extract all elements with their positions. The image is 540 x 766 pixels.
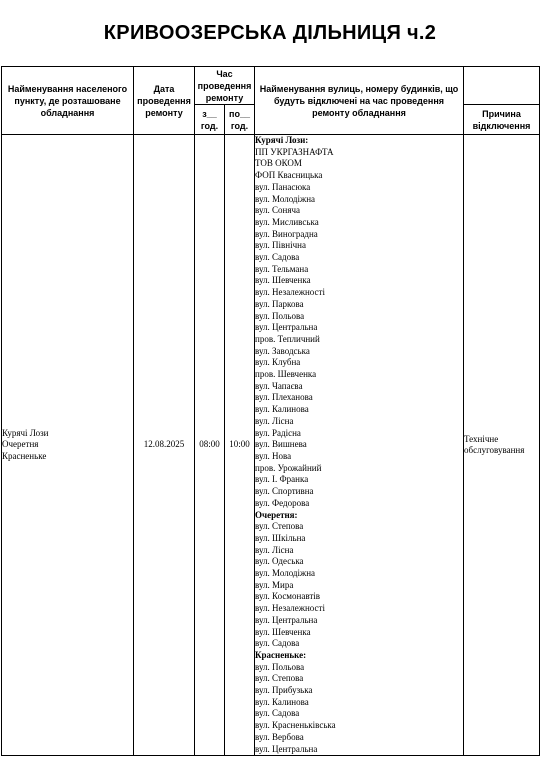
settlement-item: Курячі Лози [2,427,49,438]
street-item: вул. Мисливська [255,216,319,227]
header-settlement: Найменування населеного пункту, де розташоване обладнання [2,67,134,135]
street-item: вул. Степова [255,521,304,532]
page-title: КРИВООЗЕРСЬКА ДІЛЬНИЦЯ ч.2 [103,22,437,44]
street-item: вул. Незалежності [255,287,325,298]
street-item: вул. Одеська [255,556,304,567]
street-item: вул. Центральна [255,743,318,754]
header-streets: Найменування вулиць, номеру будинків, що будуть відключені на час проведення ремонту обладнання [255,67,464,135]
street-item: вул. Виноградна [255,228,318,239]
street-item: вул. Нова [255,450,292,461]
street-item: вул. Калинова [255,696,309,707]
street-item: вул. Лісна [255,415,294,426]
street-item: вул. Спортивна [255,486,314,497]
street-item: вул. Лісна [255,544,294,555]
street-item: вул. Федорова [255,497,310,508]
street-item: вул. Степова [255,673,304,684]
street-item: вул. Радісна [255,427,301,438]
street-group-title: Курячі Лози: [255,135,309,145]
street-item: вул. Паркова [255,298,304,309]
street-item: вул. Прибузька [255,685,313,696]
street-item: ТОВ ОКОМ [255,158,302,169]
streets-cell [255,135,464,756]
street-item: вул. Центральна [255,322,318,333]
street-item: вул. Заводська [255,345,310,356]
time-to-cell: 10:00 [225,135,255,756]
street-item: пров. Тепличний [255,333,320,344]
street-item: вул. Калинова [255,404,309,415]
street-item: вул. Садова [255,252,300,263]
street-item: пров. Шевченка [255,369,317,380]
header-reason-top [464,67,540,105]
street-item: вул. Мира [255,579,294,590]
date-cell: 12.08.2025 [134,135,195,756]
street-item: вул. Польова [255,310,305,321]
settlement-item: Очеретня [2,439,39,450]
header-from: з__ год. [195,105,225,135]
header-time: Час проведення ремонту [195,67,255,105]
street-group-title: Очеретня: [255,509,298,520]
street-item: вул. Космонавтів [255,591,321,602]
street-item: вул. Молодіжна [255,193,316,204]
street-item: ПП УКРГАЗНАФТА [255,146,334,157]
settlement-item: Красненьке [2,450,47,461]
street-item: вул. Шевченка [255,626,311,637]
street-item: вул. Шевченка [255,275,311,286]
street-item: вул. Красненьківська [255,720,336,731]
header-date: Дата проведення ремонту [134,67,195,135]
street-item: вул. Клубна [255,357,301,368]
outage-table [1,66,540,756]
street-item: вул. І. Франка [255,474,309,485]
street-item: вул. Незалежності [255,603,325,614]
street-item: ФОП Квасницька [255,170,323,181]
street-item: вул. Тельмана [255,263,309,274]
street-item: вул. Центральна [255,614,318,625]
street-group-title: Красненьке: [255,649,307,660]
street-item: вул. Шкільна [255,532,306,543]
street-item: пров. Урожайний [255,462,322,473]
settlements-cell [2,135,134,756]
street-item: вул. Соняча [255,205,301,216]
street-item: вул. Польова [255,661,305,672]
street-item: вул. Вербова [255,731,304,742]
street-item: вул. Садова [255,708,300,719]
street-item: вул. Садова [255,638,300,649]
header-reason: Причина відключення [464,105,540,135]
street-item: вул. Чапаєва [255,380,303,391]
street-item: вул. Панасюка [255,181,311,192]
time-from-cell: 08:00 [195,135,225,756]
street-item: вул. Вишнева [255,439,307,450]
street-item: вул. Молодіжна [255,568,316,579]
street-item: вул. Північна [255,240,306,251]
header-to: по__ год. [225,105,255,135]
street-item: вул. Плеханова [255,392,313,403]
reason-cell: Технічне обслуговування [464,135,540,756]
